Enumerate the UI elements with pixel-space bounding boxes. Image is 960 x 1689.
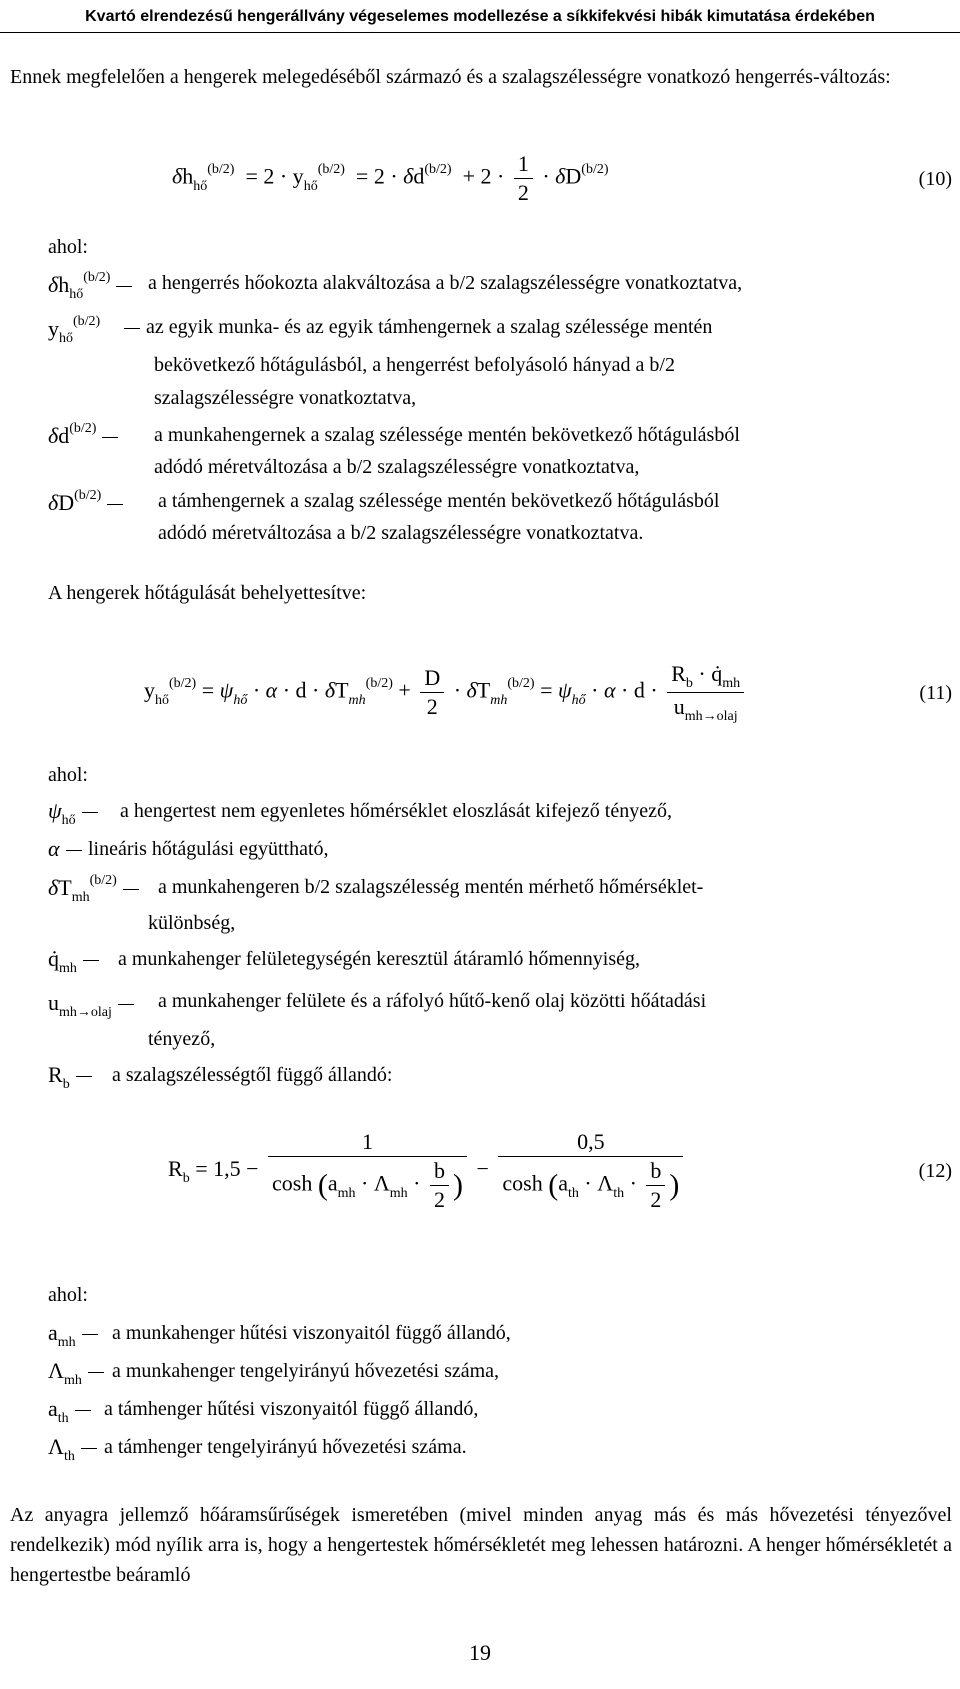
intro-paragraph: Ennek megfelelően a hengerek melegedéséből származó és a szalagszélességre vonatkozó hengerrés-változás: — [10, 66, 891, 88]
symbol-y: $y_{hő}^{(b/2)}$ — [48, 314, 101, 346]
symbol-u: $u_{mh\to olaj}$ — [48, 990, 140, 1016]
def-dT-line2: különbség, — [148, 912, 236, 934]
ahol-label-1: ahol: — [48, 236, 88, 258]
def-y-text1: az egyik munka- és az egyik támhengernek a szalag szélessége mentén — [146, 316, 713, 338]
symbol-Rb: $R_b$ — [48, 1062, 98, 1088]
def-dd-line1: a munkahengernek a szalag szélessége mentén bekövetkező hőtágulásból — [154, 424, 740, 446]
symbol-dh: $\delta h_{hő}^{(b/2)}$ — [48, 272, 138, 298]
symbol-psi: $\psi_{hő}$ — [48, 798, 104, 824]
symbol-dd: $\delta d^{(b/2)}$ — [48, 423, 124, 449]
page-number: 19 — [469, 1640, 491, 1665]
equation-11: $y_{hő}^{(b/2)} = \psi_{hő} \cdot \alpha \cdot d \cdot \delta T_{mh}^{(b/2)}$ + $\frac{D}{2}$ · $\delta T_{mh}^{(b/2)} = \psi_{hő} \cdot \alpha \cdot d$ · $\frac{R_b \cdot q̇_{mh}}{u_{mh\to olaj}}$ — [144, 660, 748, 725]
substitution-sentence: A hengerek hőtágulását behelyettesítve: — [48, 582, 367, 604]
symbol-qdot: $q̇_{mh}$ — [48, 946, 105, 972]
def-alpha: lineáris hőtágulási együttható, — [88, 838, 329, 860]
def-dd-line2: adódó méretváltozása a b/2 szalagszélességre vonatkoztatva, — [154, 456, 640, 478]
outro-paragraph: Az anyagra jellemző hőáramsűrűségek ismeretében (mivel minden anyag más és más hővezetési tényezővel rendelkezik) mód nyílik arra is, hogy a hengertestek hőmérsékletét meg lehessen határozni. A henger hőmérsékletét a hengertestbe beáramló — [10, 1504, 952, 1586]
ahol-label-2: ahol: — [48, 764, 88, 786]
equation-number-12: (12) — [918, 1160, 952, 1182]
def-dD-line2: adódó méretváltozása a b/2 szalagszélességre vonatkoztatva. — [158, 522, 644, 544]
def-dT-line1: a munkahengeren b/2 szalagszélesség mentén mérhető hőmérséklet- — [158, 876, 704, 898]
ahol-label-3: ahol: — [48, 1284, 88, 1306]
def-amh: a munkahenger hűtési viszonyaitól függő állandó, — [112, 1322, 511, 1344]
symbol-amh: $a_{mh}$ — [48, 1320, 104, 1346]
def-ath: a támhenger hűtési viszonyaitól függő állandó, — [104, 1398, 479, 1420]
symbol-alpha: α — [48, 836, 88, 862]
symbol-lambda-th: $\Lambda_{th}$ — [48, 1434, 103, 1460]
def-y-line2: bekövetkező hőtágulásból, a hengerrést befolyásoló hányad a b/2 — [154, 354, 675, 376]
equation-12: $R_b = 1,5$ − 1 $\cosh (a_{mh} \cdot \Lambda_{mh}$ · $\frac{b}{2}$ ) − 0,5 $\cosh (a_{th} \cdot \Lambda_{th}$ · $\frac{b}{2}$ ) — [168, 1128, 687, 1214]
equation-number-10: (10) — [918, 168, 952, 190]
def-dD-line1: a támhengernek a szalag szélessége mentén bekövetkező hőtágulásból — [158, 490, 720, 512]
def-u-line1: a munkahenger felülete és a ráfolyó hűtő-kenő olaj közötti hőátadási — [158, 990, 707, 1012]
def-y-line3: szalagszélességre vonatkoztatva, — [154, 387, 417, 409]
symbol-ath: $a_{th}$ — [48, 1396, 97, 1422]
def-y-line1 — [118, 312, 712, 342]
symbol-dT: $\delta T_{mh}^{(b/2)}$ — [48, 875, 145, 901]
equation-10: $\delta h_{hő}^{(b/2)} = 2 \cdot y_{hő}^{(b/2)} = 2 \cdot \delta d^{(b/2)} + 2$ · $\frac{1}{2}$ · $\delta D^{(b/2)}$ — [172, 151, 609, 205]
def-lambda-mh: a munkahenger tengelyirányú hővezetési száma, — [112, 1360, 500, 1382]
equation-number-11: (11) — [919, 682, 952, 704]
def-psi: a hengertest nem egyenletes hőmérséklet eloszlását kifejező tényező, — [120, 800, 672, 822]
def-Rb: a szalagszélességtől függő állandó: — [112, 1064, 393, 1086]
def-dh: a hengerrés hőokozta alakváltozása a b/2 szalagszélességre vonatkoztatva, — [148, 272, 743, 294]
symbol-lambda-mh: $\Lambda_{mh}$ — [48, 1358, 110, 1384]
def-lambda-th: a támhenger tengelyirányú hővezetési száma. — [104, 1436, 467, 1458]
running-header: Kvartó elrendezésű hengerállvány végeselemes modellezése a síkkifekvési hibák kimutatása érdekében — [0, 0, 960, 33]
def-u-line2: tényező, — [148, 1028, 216, 1050]
symbol-dD: $\delta D^{(b/2)}$ — [48, 490, 129, 516]
def-qdot: a munkahenger felületegységén keresztül átáramló hőmennyiség, — [118, 948, 641, 970]
